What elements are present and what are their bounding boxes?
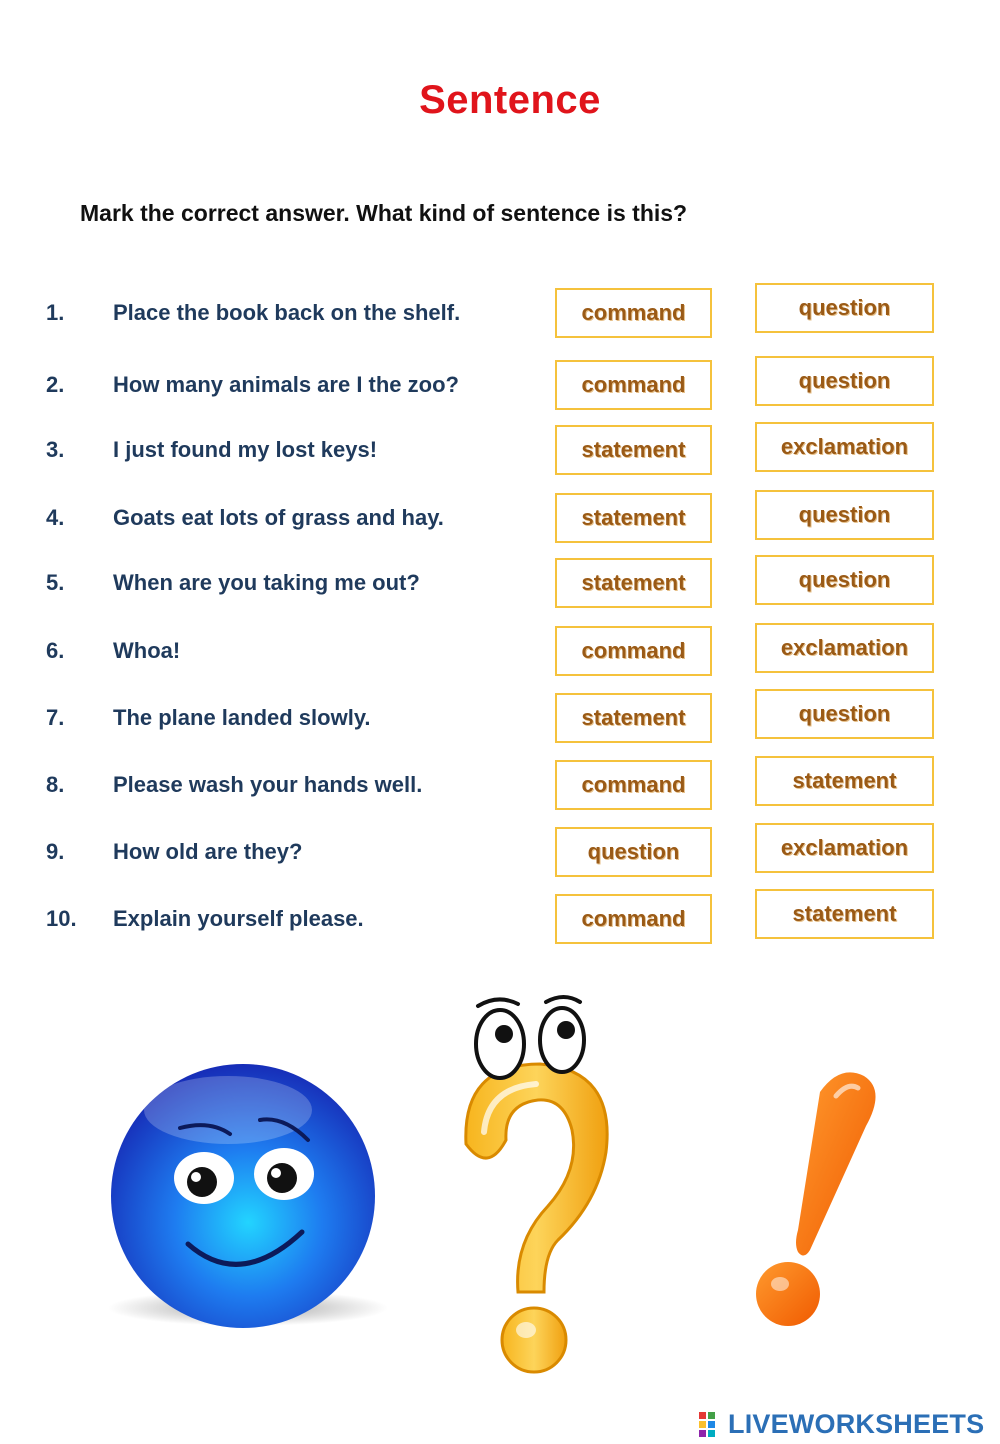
question-sentence: How old are they? xyxy=(113,839,303,864)
answer-option-1[interactable]: command xyxy=(555,288,712,338)
question-row xyxy=(0,360,1000,416)
question-number: 10. xyxy=(46,906,77,931)
question-number: 7. xyxy=(46,705,65,730)
answer-option-1[interactable]: statement xyxy=(555,493,712,543)
question-number: 8. xyxy=(46,772,65,797)
question-mark-with-eyes-icon xyxy=(448,992,628,1392)
answer-option-2[interactable]: exclamation xyxy=(755,422,934,472)
answer-option-2[interactable]: exclamation xyxy=(755,623,934,673)
answer-option-2[interactable]: question xyxy=(755,356,934,406)
question-row xyxy=(0,827,1000,883)
question-number: 5. xyxy=(46,570,65,595)
answer-option-1[interactable]: command xyxy=(555,760,712,810)
answer-option-1[interactable]: command xyxy=(555,360,712,410)
logo-text: LIVEWORKSHEETS xyxy=(728,1408,985,1439)
question-row xyxy=(0,626,1000,682)
question-number: 6. xyxy=(46,638,65,663)
liveworksheets-logo xyxy=(698,1408,984,1440)
question-sentence: I just found my lost keys! xyxy=(113,437,378,462)
question-sentence: Goats eat lots of grass and hay. xyxy=(113,505,444,530)
question-number: 2. xyxy=(46,372,65,397)
answer-option-2[interactable]: question xyxy=(755,689,934,739)
question-number: 9. xyxy=(46,839,65,864)
answer-option-1[interactable]: statement xyxy=(555,425,712,475)
question-number: 4. xyxy=(46,505,65,530)
answer-option-2[interactable]: exclamation xyxy=(755,823,934,873)
question-sentence: Explain yourself please. xyxy=(113,906,364,931)
answer-option-1[interactable]: command xyxy=(555,626,712,676)
answer-option-1[interactable]: question xyxy=(555,827,712,877)
liveworksheets-logo-icon xyxy=(698,1410,726,1438)
question-sentence: Please wash your hands well. xyxy=(113,772,423,797)
question-row xyxy=(0,493,1000,549)
question-row xyxy=(0,894,1000,950)
page-title: Sentence xyxy=(419,78,601,122)
question-row xyxy=(0,558,1000,614)
blue-smiley-icon xyxy=(100,1058,390,1328)
instruction-text: Mark the correct answer. What kind of sentence is this? xyxy=(80,200,688,226)
answer-option-1[interactable]: statement xyxy=(555,693,712,743)
answer-option-2[interactable]: statement xyxy=(755,756,934,806)
question-row xyxy=(0,693,1000,749)
question-row xyxy=(0,760,1000,816)
question-number: 1. xyxy=(46,300,65,325)
question-row xyxy=(0,288,1000,344)
answer-option-1[interactable]: command xyxy=(555,894,712,944)
answer-option-2[interactable]: statement xyxy=(755,889,934,939)
answer-option-2[interactable]: question xyxy=(755,283,934,333)
question-number: 3. xyxy=(46,437,65,462)
exclamation-mark-icon xyxy=(740,1062,890,1342)
question-sentence: The plane landed slowly. xyxy=(113,705,371,730)
question-row xyxy=(0,425,1000,481)
answer-option-1[interactable]: statement xyxy=(555,558,712,608)
question-sentence: When are you taking me out? xyxy=(113,570,420,595)
answer-option-2[interactable]: question xyxy=(755,490,934,540)
question-sentence: Whoa! xyxy=(113,638,181,663)
question-sentence: How many animals are I the zoo? xyxy=(113,372,459,397)
question-sentence: Place the book back on the shelf. xyxy=(113,300,461,325)
answer-option-2[interactable]: question xyxy=(755,555,934,605)
